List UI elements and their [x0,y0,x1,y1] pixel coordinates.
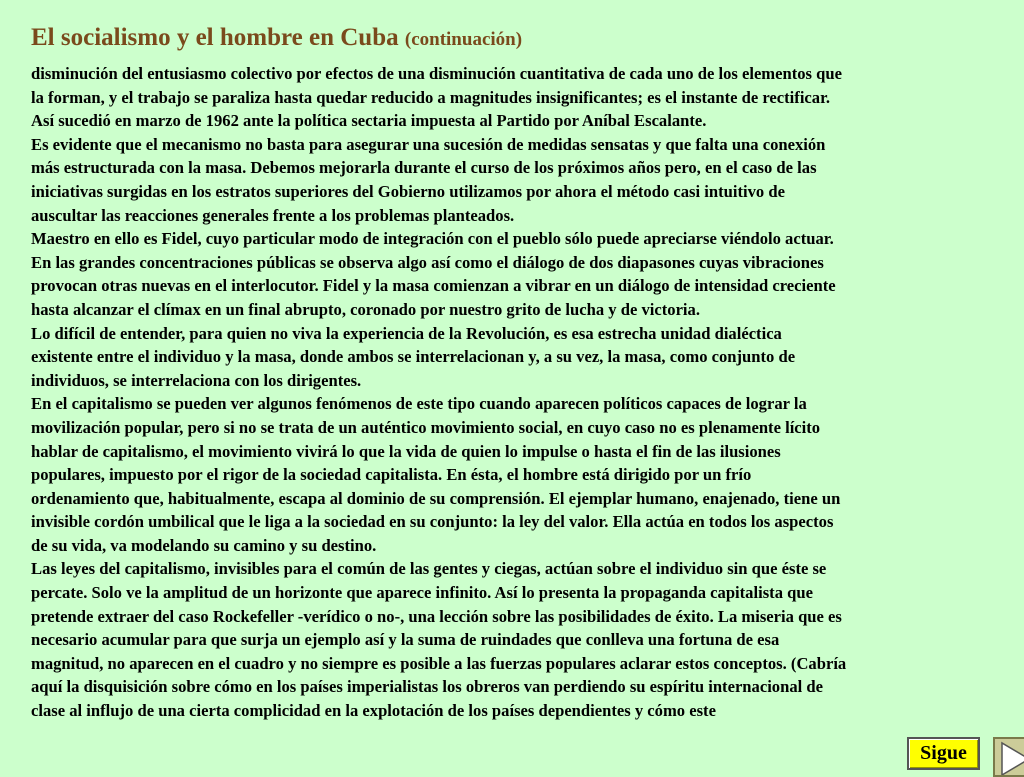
body-text-line: existente entre el individuo y la masa, donde ambos se interrelacionan y, a su vez, la masa, como conjunto de [31,347,796,367]
body-text-line: clase al influjo de una cierta complicidad en la explotación de los países dependientes y cómo este [31,701,716,721]
body-text-line: pretende extraer del caso Rockefeller -verídico o no-, una lección sobre las posibilidades de éxito. La miseria que es [31,606,842,626]
page-title-text: El socialismo y el hombre en Cuba [31,24,399,51]
body-text-line: la forman, y el trabajo se paraliza hasta quedar reducido a magnitudes insignificantes; es el instante de rectificar. [31,87,831,107]
next-arrow-icon [995,739,1024,777]
body-text-line: En las grandes concentraciones públicas se observa algo así como el diálogo de dos diapasones cuyas vibraciones [31,252,824,272]
body-text-line: individuos, se interrelaciona con los dirigentes. [31,370,362,390]
body-text-line: más estructurada con la masa. Debemos mejorarla durante el curso de los próximos años pero, en el caso de las [31,158,817,178]
body-text-line: movilización popular, pero si no se trata de un auténtico movimiento social, en cuyo caso no es plenamente lícito [31,417,821,437]
body-text-line: auscultar las reacciones generales frente a los problemas planteados. [31,205,515,225]
body-text-line: Así sucedió en marzo de 1962 ante la política sectaria impuesta al Partido por Aníbal Escalante. [31,111,707,131]
body-text-line: invisible cordón umbilical que le liga a la sociedad en su conjunto: la ley del valor. Ella actúa en todos los aspectos [31,512,834,532]
body-text-line: hablar de capitalismo, el movimiento vivirá lo que la vida de quien lo impulse o hasta el fin de las ilusiones [31,441,781,461]
page-title [31,20,522,58]
body-text-line: ordenamiento que, habitualmente, escapa al dominio de su comprensión. El ejemplar humano, enajenado, tiene un [31,488,841,508]
body-text-line: aquí la disquisición sobre cómo en los países imperialistas los obreros van perdiendo su espíritu internacional de [31,677,823,697]
body-text-line: de su vida, va modelando su camino y su destino. [31,535,377,555]
next-arrow-button[interactable] [993,737,1024,777]
body-text-line: hasta alcanzar el clímax en un final abrupto, coronado por nuestro grito de lucha y de victoria. [31,299,700,319]
page-title-suffix: (continuación) [404,29,523,50]
body-text-line: Maestro en ello es Fidel, cuyo particular modo de integración con el pueblo sólo puede apreciarse viéndolo actuar. [31,229,834,249]
body-text-line: necesario acumular para que surja un ejemplo así y la suma de ruindades que conlleva una fortuna de esa [31,630,780,650]
body-text-line: Es evidente que el mecanismo no basta para asegurar una sucesión de medidas sensatas y que falta una conexión [31,134,826,154]
body-text-line: Lo difícil de entender, para quien no viva la experiencia de la Revolución, es esa estrecha unidad dialéctica [31,323,782,343]
body-text-line: populares, impuesto por el rigor de la sociedad capitalista. En ésta, el hombre está dirigido por un frío [31,465,752,485]
body-text-line: magnitud, no aparecen en el cuadro y no siempre es posible a las fuerzas populares aclarar estos conceptos. (Cabría [31,653,847,673]
body-text [31,62,1016,723]
body-text-line: iniciativas surgidas en los estratos superiores del Gobierno utilizamos por ahora el método casi intuitivo de [31,181,785,201]
body-text-line: disminución del entusiasmo colectivo por efectos de una disminución cuantitativa de cada uno de los elementos que [31,64,842,83]
sigue-button[interactable]: Sigue [907,737,980,770]
body-text-line: percate. Solo ve la amplitud de un horizonte que aparece infinito. Así lo presenta la propaganda capitalista que [31,583,813,603]
body-text-line: Las leyes del capitalismo, invisibles para el común de las gentes y ciegas, actúan sobre el individuo sin que éste se [31,559,827,579]
body-text-line: En el capitalismo se pueden ver algunos fenómenos de este tipo cuando aparecen políticos capaces de lograr la [31,394,807,414]
body-text-line: provocan otras nuevas en el interlocutor. Fidel y la masa comienzan a vibrar en un diálogo de intensidad creciente [31,276,836,296]
